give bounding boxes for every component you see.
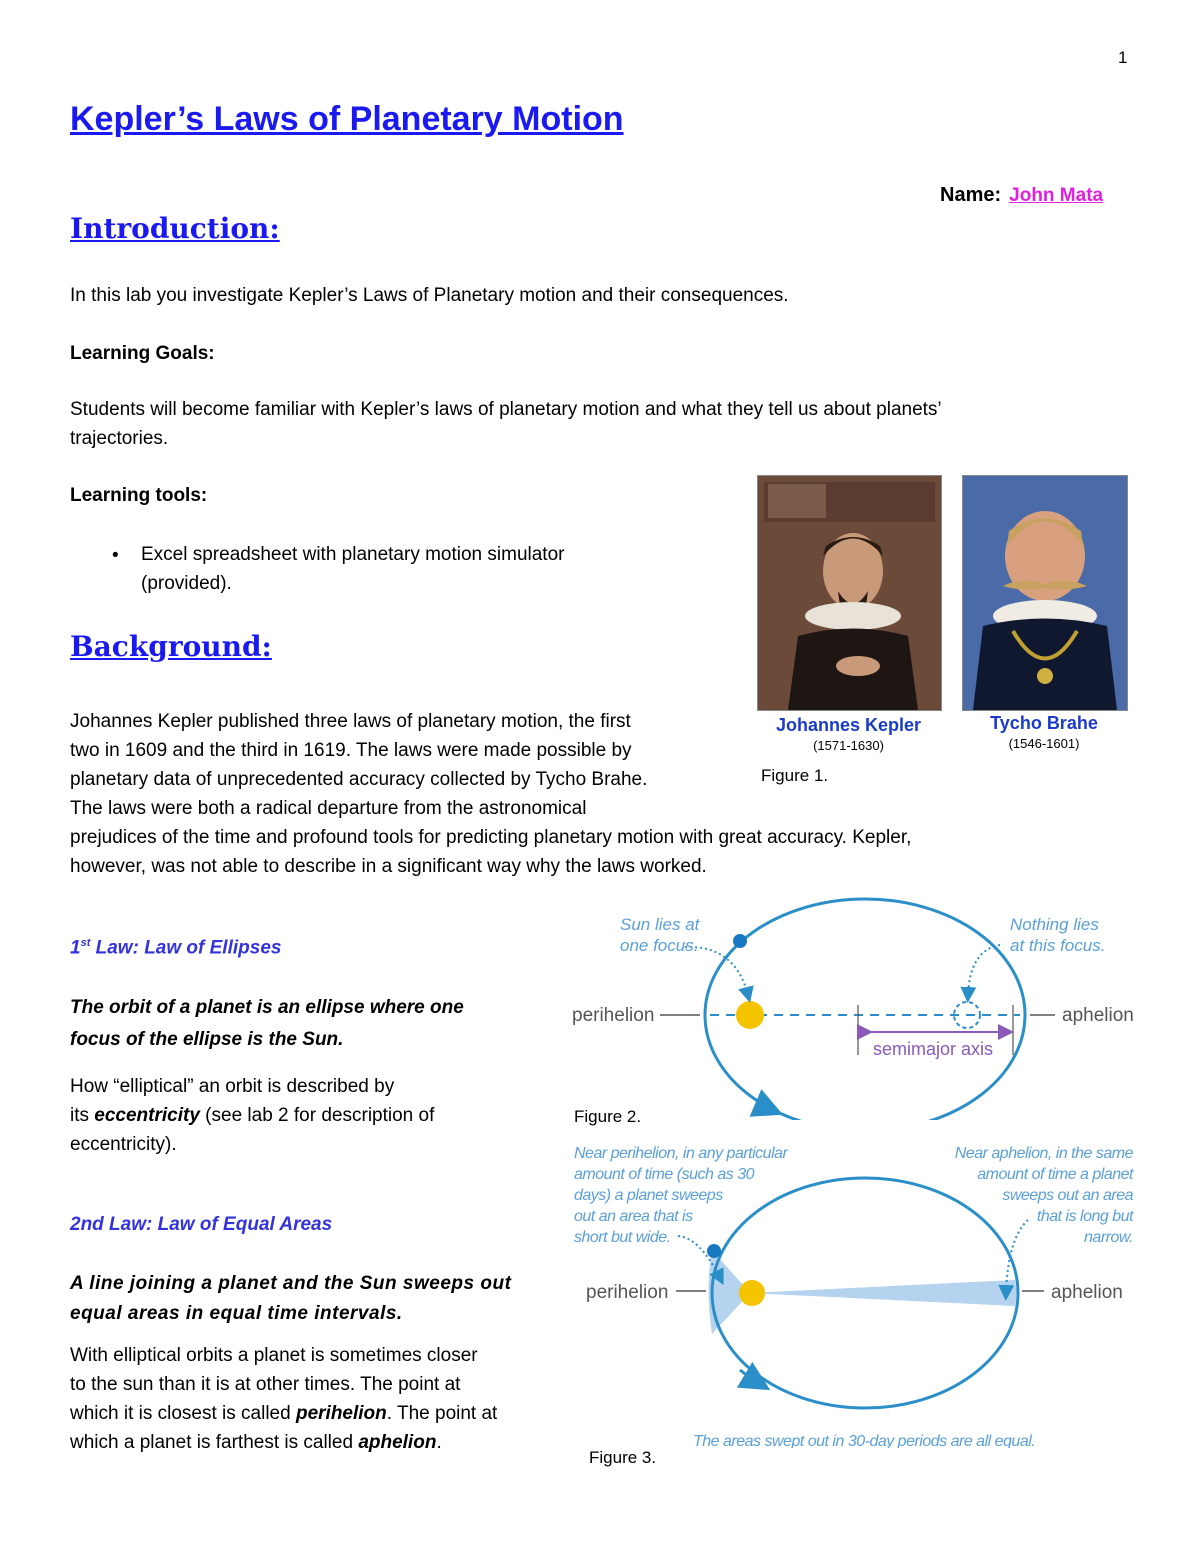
planet-icon-2 [707,1244,721,1258]
law-2-desc-4 [70,1428,442,1457]
figure-1-caption: Figure 1. [761,766,829,785]
peri-note-line-3: days) a planet sweeps [574,1187,723,1204]
page-number: 1 [1118,48,1128,67]
aph-note-line-3: sweeps out an area [1002,1187,1133,1204]
background-line-5: prejudices of the time and profound tools for predicting planetary motion with great accuracy. Kepler, [70,827,912,848]
background-line-3: planetary data of unprecedented accuracy collected by Tycho Brahe. [70,769,648,790]
kepler-portrait [757,475,942,711]
peri-note-line-5: short but wide. [574,1229,671,1246]
aph-note-line-5: narrow. [1084,1229,1133,1246]
aph-note-line-4: that is long but [1036,1208,1133,1225]
law-1-desc-2-pre: its [70,1105,95,1126]
background-line-1: Johannes Kepler published three laws of planetary motion, the first [70,711,631,732]
law-2-statement-2-text: equal areas in equal time intervals [70,1303,397,1324]
learning-tools-label: Learning tools: [70,485,208,506]
figure-2-caption: Figure 2. [574,1107,642,1126]
background-line-4: The laws were both a radical departure from the astronomical [70,798,587,819]
law-1-desc-2-post: (see lab 2 for description of [199,1105,435,1126]
law-2-heading: 2nd Law: Law of Equal Areas [70,1214,333,1235]
bullet-icon: • [112,545,119,566]
law-1-sup: st [80,937,91,949]
law-1-number: 1 [70,937,81,959]
document-title: Kepler’s Laws of Planetary Motion [70,100,624,138]
aphelion-label-2: aphelion [1051,1282,1123,1303]
law-1-title: Law: Law of Ellipses [90,937,282,959]
law-2-statement-1: A line joining a planet and the Sun sweeps out [70,1273,512,1294]
introduction-heading: Introduction: [70,212,280,245]
law-1-statement-2: focus of the ellipse is the Sun. [70,1029,344,1050]
learning-goals-label: Learning Goals: [70,343,215,364]
law-1-heading [70,937,281,959]
perihelion-term: perihelion [295,1403,387,1424]
equal-areas-diagram [560,1138,1150,1448]
peri-note-line-4: out an area that is [574,1208,693,1225]
name-label: Name: [940,184,1002,206]
name-row [940,184,1103,207]
sun-icon-2 [739,1280,765,1306]
perihelion-label: perihelion [572,1005,655,1026]
peri-note-line-1: Near perihelion, in any particular [574,1145,788,1162]
nothing-note-line-2: at this focus. [1010,936,1106,955]
equal-areas-note: The areas swept out in 30-day periods are all equal. [693,1433,1036,1448]
sun-icon [736,1001,764,1029]
law-2-desc-4-pre: which a planet is farthest is called [70,1432,359,1453]
kepler-dates: (1571-1630) [813,738,884,753]
aphelion-swept-area [750,1280,1017,1306]
background-heading: Background: [70,630,272,663]
nothing-note-line-1: Nothing lies [1010,915,1099,934]
law-2-desc-2: to the sun than it is at other times. The point at [70,1374,461,1395]
brahe-portrait [962,475,1128,711]
aphelion-term: aphelion [358,1432,437,1453]
figure-3-caption: Figure 3. [589,1448,657,1467]
law-1-desc-2 [70,1101,434,1130]
aph-note-line-2: amount of time a planet [977,1166,1133,1183]
orbit-direction-arrow-2 [740,1370,760,1384]
peri-note-line-2: amount of time (such as 30 [574,1166,754,1183]
background-line-2: two in 1609 and the third in 1619. The laws were made possible by [70,740,632,761]
perihelion-label-2: perihelion [586,1282,669,1303]
law-2-statement-2-end: . [396,1303,403,1324]
learning-goals-text-2: trajectories. [70,428,169,449]
learning-goals-text-1: Students will become familiar with Kepler’s laws of planetary motion and what they tell us about planets’ [70,399,942,420]
law-1-statement-1: The orbit of a planet is an ellipse where one [70,997,464,1018]
aph-note-line-1: Near aphelion, in the same [954,1145,1133,1162]
planet-icon [733,934,747,948]
law-2-desc-1: With elliptical orbits a planet is sometimes closer [70,1345,478,1366]
learning-tools-item-2: (provided). [141,573,232,594]
law-2-desc-3-pre: which it is closest is called [70,1403,296,1424]
focus-note-arrow [968,945,1000,995]
law-2-desc-3 [70,1399,497,1428]
law-2-desc-3-post: . The point at [386,1403,498,1424]
eccentricity-term: eccentricity [94,1105,200,1126]
background-line-6: however, was not able to describe in a significant way why the laws worked. [70,856,707,877]
law-1-desc-3: eccentricity). [70,1134,177,1155]
sun-note-line-2: one focus. [620,936,699,955]
learning-tools-item-1: Excel spreadsheet with planetary motion simulator [141,544,565,565]
sun-note-line-1: Sun lies at [620,915,700,934]
kepler-name: Johannes Kepler [775,715,922,735]
orbit-direction-arrow [760,1103,772,1110]
law-2-desc-4-post: . [436,1432,442,1453]
ellipse-orbit-diagram [560,895,1150,1120]
law-1-desc-1: How “elliptical” an orbit is described by [70,1076,395,1097]
name-value: John Mata [1009,185,1104,206]
introduction-text: In this lab you investigate Kepler’s Laws of Planetary motion and their consequences. [70,285,789,306]
aphelion-label: aphelion [1062,1005,1134,1026]
brahe-name: Tycho Brahe [990,713,1098,733]
law-2-statement-2 [70,1298,403,1330]
semimajor-axis-label: semimajor axis [873,1039,994,1059]
brahe-dates: (1546-1601) [1008,736,1080,751]
